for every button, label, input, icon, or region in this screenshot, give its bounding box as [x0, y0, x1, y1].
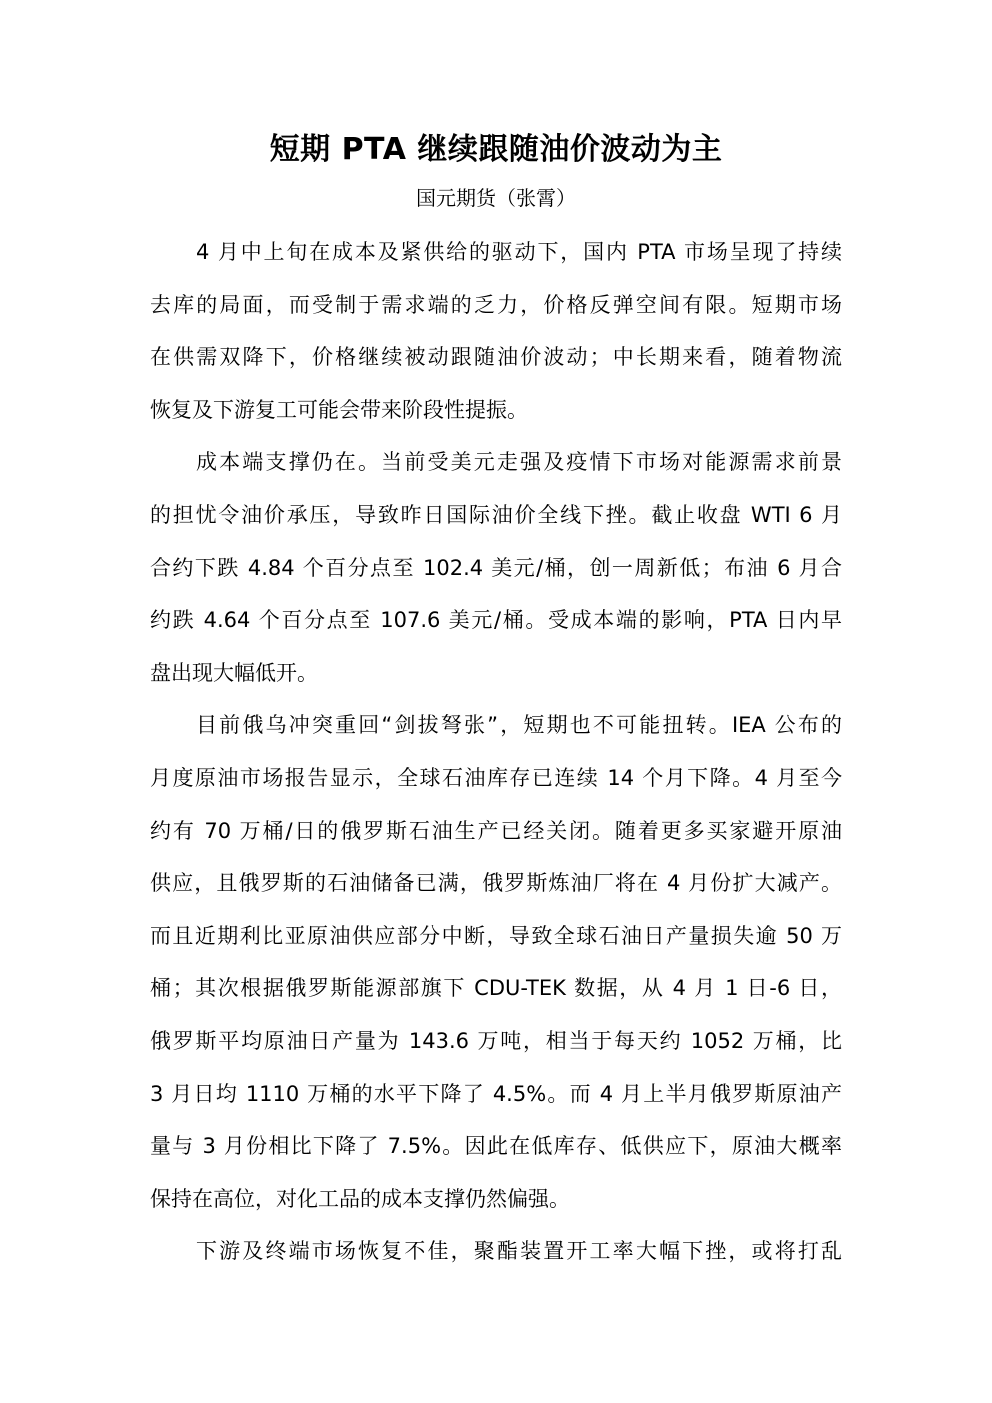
document-title: 短期 PTA 继续跟随油价波动为主: [269, 132, 723, 167]
body-line: 去库的局面，而受制于需求端的乏力，价格反弹空间有限。短期市场: [150, 292, 842, 317]
body-line-p1-start: 4 月中上旬在成本及紧供给的驱动下，国内 PTA 市场呈现了持续: [196, 240, 842, 264]
body-line-p3-start: 目前俄乌冲突重回“剑拔弩张”，短期也不可能扭转。IEA 公布的: [196, 713, 842, 738]
body-line: 量与 3 月份相比下降了 7.5%。因此在低库存、低供应下，原油大概率: [150, 1134, 842, 1159]
body-line-p1-end: 恢复及下游复工可能会带来阶段性提振。: [150, 397, 528, 422]
body-line: 供应，且俄罗斯的石油储备已满，俄罗斯炼油厂将在 4 月份扩大减产。: [150, 871, 842, 896]
body-line: 3 月日均 1110 万桶的水平下降了 4.5%。而 4 月上半月俄罗斯原油产: [150, 1081, 842, 1106]
body-line-p4-start: 下游及终端市场恢复不佳，聚酯装置开工率大幅下挫，或将打乱: [196, 1239, 842, 1264]
document-body: [150, 226, 842, 1278]
body-line: 桶；其次根据俄罗斯能源部旗下 CDU-TEK 数据，从 4 月 1 日-6 日，: [150, 976, 842, 1001]
body-line: 的担忧令油价承压，导致昨日国际油价全线下挫。截止收盘 WTI 6 月: [150, 502, 842, 527]
body-line-p2-start: 成本端支撑仍在。当前受美元走强及疫情下市场对能源需求前景: [196, 450, 842, 475]
document-author: 国元期货（张霄）: [416, 186, 576, 210]
body-line: 约有 70 万桶/日的俄罗斯石油生产已经关闭。随着更多买家避开原油: [150, 818, 842, 843]
body-line: 合约下跌 4.84 个百分点至 102.4 美元/桶，创一周新低；布油 6 月合: [150, 555, 842, 580]
body-line: 在供需双降下，价格继续被动跟随油价波动；中长期来看，随着物流: [150, 345, 842, 370]
body-line: 约跌 4.64 个百分点至 107.6 美元/桶。受成本端的影响，PTA 日内早: [150, 608, 842, 633]
body-line: 而且近期利比亚原油供应部分中断，导致全球石油日产量损失逾 50 万: [150, 923, 842, 948]
body-line-p2-end: 盘出现大幅低开。: [150, 660, 318, 685]
body-line: 俄罗斯平均原油日产量为 143.6 万吨，相当于每天约 1052 万桶，比: [150, 1028, 842, 1053]
body-line: 月度原油市场报告显示，全球石油库存已连续 14 个月下降。4 月至今: [150, 765, 842, 790]
body-line-p3-end: 保持在高位，对化工品的成本支撑仍然偏强。: [150, 1186, 570, 1211]
